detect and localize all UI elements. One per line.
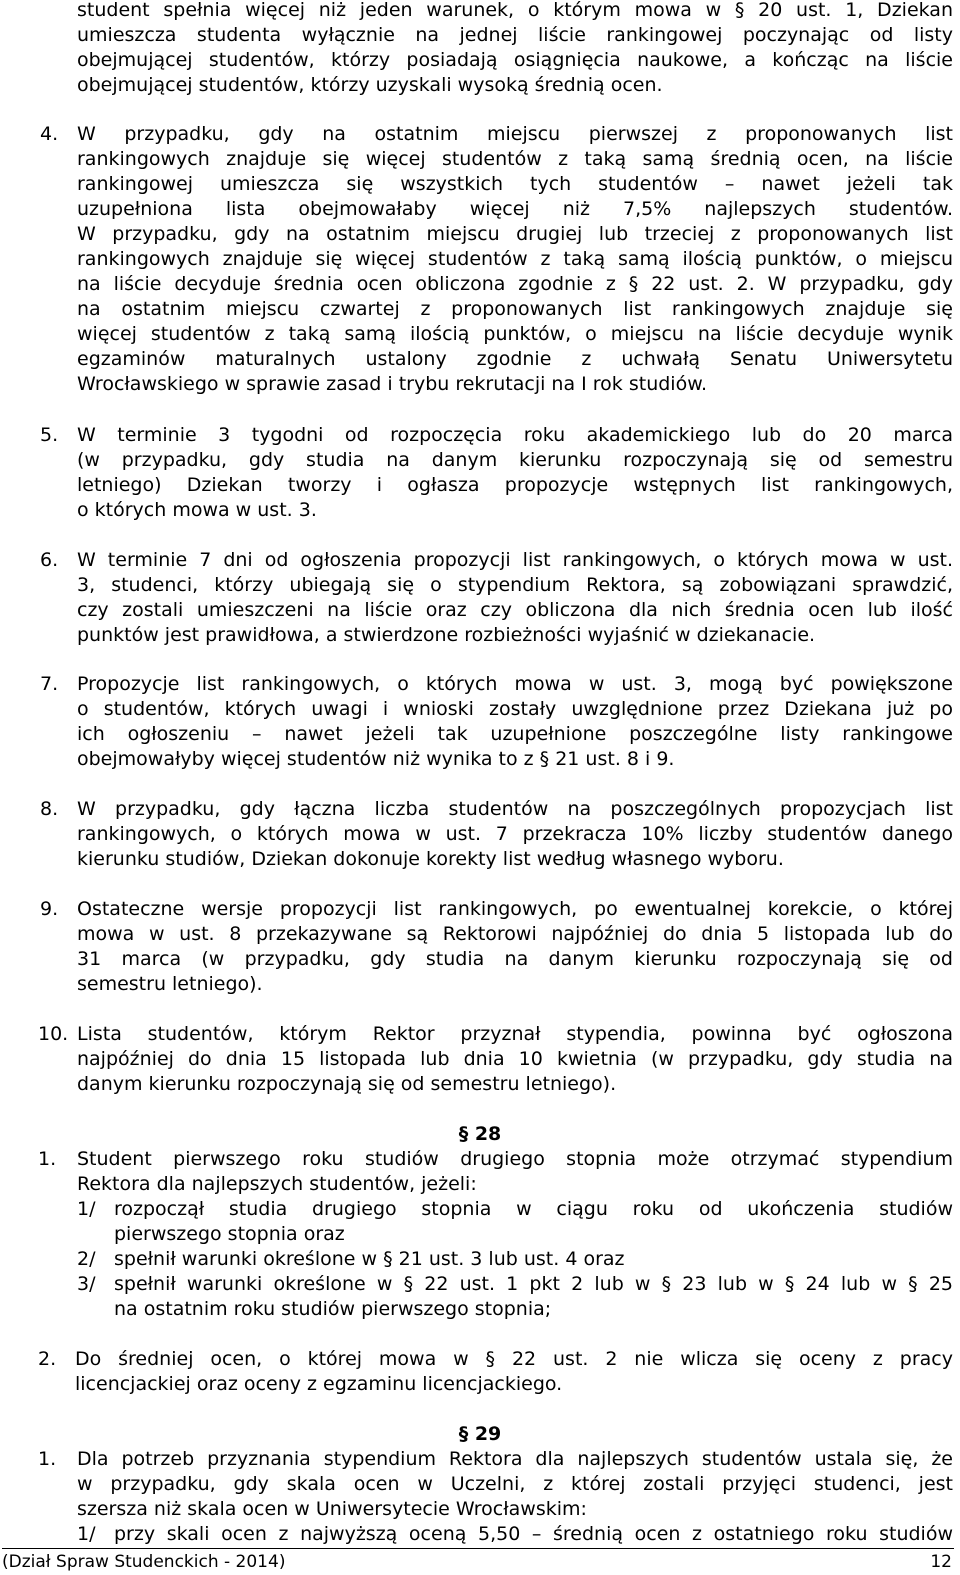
- item-5-line: 31 marca (w przypadku, gdy studia na danym kierunku rozpoczynają się od: [77, 948, 953, 970]
- item-0-line: na ostatnim miejscu czwartej z proponowanych list rankingowych znajduje się: [77, 298, 953, 320]
- item-0-line: rankingowych znajduje się więcej studentów z taką samą średnią ocen, na liście: [77, 148, 953, 170]
- item-6-line: danym kierunku rozpoczynają się od semestru letniego).: [77, 1073, 617, 1095]
- item-3-line: ich ogłoszeniu – nawet jeżeli tak uzupełnione poszczególne listy rankingowe: [77, 723, 953, 745]
- s28-1-line: Rektora dla najlepszych studentów, jeżeli:: [77, 1173, 477, 1195]
- s28-1-line: Student pierwszego roku studiów drugiego stopnia może otrzymać stypendium: [77, 1148, 953, 1170]
- footer-page-number: 12: [930, 1552, 952, 1572]
- item-0-line: uzupełniona lista obejmowałaby więcej niż 7,5% najlepszych studentów.: [77, 198, 953, 220]
- item-number: 10.: [38, 1023, 69, 1045]
- continuation-line: student spełnia więcej niż jeden warunek, o którym mowa w § 20 ust. 1, Dziekan: [77, 0, 953, 21]
- s28-sub-0-line: rozpoczął studia drugiego stopnia w ciągu roku od ukończenia studiów: [114, 1198, 953, 1220]
- item-number: 1.: [38, 1448, 57, 1470]
- item-6-line: najpóźniej do dnia 15 listopada lub dnia 10 kwietnia (w przypadku, gdy studia na: [77, 1048, 953, 1070]
- item-4-line: kierunku studiów, Dziekan dokonuje korekty list według własnego wyboru.: [77, 848, 784, 870]
- item-0-line: W przypadku, gdy na ostatnim miejscu pierwszej z proponowanych list: [77, 123, 953, 145]
- item-number: 9.: [40, 898, 59, 920]
- item-1-line: W terminie 3 tygodni od rozpoczęcia roku akademickiego lub do 20 marca: [77, 424, 953, 446]
- s29-sub-0-line: przy skali ocen z najwyższą oceną 5,50 – średnią ocen z ostatniego roku studiów: [114, 1523, 953, 1545]
- item-number: 4.: [40, 123, 59, 145]
- item-number: 7.: [40, 673, 59, 695]
- footer-department: (Dział Spraw Studenckich - 2014): [2, 1552, 286, 1572]
- subitem-number: 1/: [77, 1198, 96, 1220]
- continuation-line: umieszcza studenta wyłącznie na jednej liście rankingowej poczynając od listy: [77, 24, 953, 46]
- item-0-line: rankingowej umieszcza się wszystkich tych studentów – nawet jeżeli tak: [77, 173, 953, 195]
- item-0-line: na liście decyduje średnia ocen obliczona zgodnie z § 22 ust. 2. W przypadku, gdy: [77, 273, 953, 295]
- item-5-line: mowa w ust. 8 przekazywane są Rektorowi najpóźniej do dnia 5 listopada lub do: [77, 923, 953, 945]
- s28-sub-2-line: na ostatnim roku studiów pierwszego stopnia;: [114, 1298, 552, 1320]
- s29-1-line: w przypadku, gdy skala ocen w Uczelni, z której zostali przyjęci studenci, jest: [77, 1473, 953, 1495]
- s28-2-line: licencjackiej oraz oceny z egzaminu licencjackiego.: [75, 1373, 563, 1395]
- s29-1-line: Dla potrzeb przyznania stypendium Rektora dla najlepszych studentów ustala się, że: [77, 1448, 953, 1470]
- item-number: 8.: [40, 798, 59, 820]
- item-0-line: W przypadku, gdy na ostatnim miejscu drugiej lub trzeciej z proponowanych list: [77, 223, 953, 245]
- s28-sub-0-line: pierwszego stopnia oraz: [114, 1223, 345, 1245]
- item-2-line: 3, studenci, którzy ubiegają się o stypendium Rektora, są zobowiązani sprawdzić,: [77, 574, 953, 596]
- item-1-line: letniego) Dziekan tworzy i ogłasza propozycje wstępnych list rankingowych,: [77, 474, 953, 496]
- item-1-line: o których mowa w ust. 3.: [77, 499, 317, 521]
- item-number: 5.: [40, 424, 59, 446]
- s28-sub-1-line: spełnił warunki określone w § 21 ust. 3 lub ust. 4 oraz: [114, 1248, 625, 1270]
- section-29-heading: § 29: [458, 1423, 502, 1445]
- item-3-line: o studentów, których uwagi i wnioski zostały uwzględnione przez Dziekana już po: [77, 698, 953, 720]
- item-2-line: czy zostali umieszczeni na liście oraz czy obliczona dla nich średnia ocen lub ilość: [77, 599, 953, 621]
- item-4-line: rankingowych, o których mowa w ust. 7 przekracza 10% liczby studentów danego: [77, 823, 953, 845]
- item-number: 1.: [38, 1148, 57, 1170]
- item-3-line: Propozycje list rankingowych, o których mowa w ust. 3, mogą być powiększone: [77, 673, 953, 695]
- section-28-heading: § 28: [458, 1123, 502, 1145]
- subitem-number: 1/: [77, 1523, 96, 1545]
- item-0-line: Wrocławskiego w sprawie zasad i trybu rekrutacji na I rok studiów.: [77, 373, 708, 395]
- continuation-line: obejmującej studentów, którzy uzyskali wysoką średnią ocen.: [77, 74, 663, 96]
- item-4-line: W przypadku, gdy łączna liczba studentów na poszczególnych propozycjach list: [77, 798, 953, 820]
- item-0-line: więcej studentów z taką samą ilością punktów, o miejscu na liście decyduje wynik: [77, 323, 953, 345]
- continuation-line: obejmującej studentów, którzy posiadają osiągnięcia naukowe, a kończąc na liście: [77, 49, 953, 71]
- item-5-line: semestru letniego).: [77, 973, 263, 995]
- item-number: 6.: [40, 549, 59, 571]
- item-0-line: egzaminów maturalnych ustalony zgodnie z uchwałą Senatu Uniwersytetu: [77, 348, 953, 370]
- item-6-line: Lista studentów, którym Rektor przyznał stypendia, powinna być ogłoszona: [77, 1023, 953, 1045]
- s29-1-line: szersza niż skala ocen w Uniwersytecie Wrocławskim:: [77, 1498, 587, 1520]
- subitem-number: 2/: [77, 1248, 96, 1270]
- item-1-line: (w przypadku, gdy studia na danym kierunku rozpoczynają się od semestru: [77, 449, 953, 471]
- page-footer: [2, 1548, 954, 1575]
- item-0-line: rankingowych znajduje się więcej studentów z taką samą ilością punktów, o miejscu: [77, 248, 953, 270]
- s28-2-line: Do średniej ocen, o której mowa w § 22 ust. 2 nie wlicza się oceny z pracy: [75, 1348, 953, 1370]
- item-number: 2.: [38, 1348, 57, 1370]
- item-5-line: Ostateczne wersje propozycji list rankingowych, po ewentualnej korekcie, o której: [77, 898, 953, 920]
- item-2-line: W terminie 7 dni od ogłoszenia propozycji list rankingowych, o których mowa w ust.: [77, 549, 953, 571]
- item-2-line: punktów jest prawidłowa, a stwierdzone rozbieżności wyjaśnić w dziekanacie.: [77, 624, 816, 646]
- subitem-number: 3/: [77, 1273, 96, 1295]
- item-3-line: obejmowałyby więcej studentów niż wynika to z § 21 ust. 8 i 9.: [77, 748, 675, 770]
- s28-sub-2-line: spełnił warunki określone w § 22 ust. 1 pkt 2 lub w § 23 lub w § 24 lub w § 25: [114, 1273, 953, 1295]
